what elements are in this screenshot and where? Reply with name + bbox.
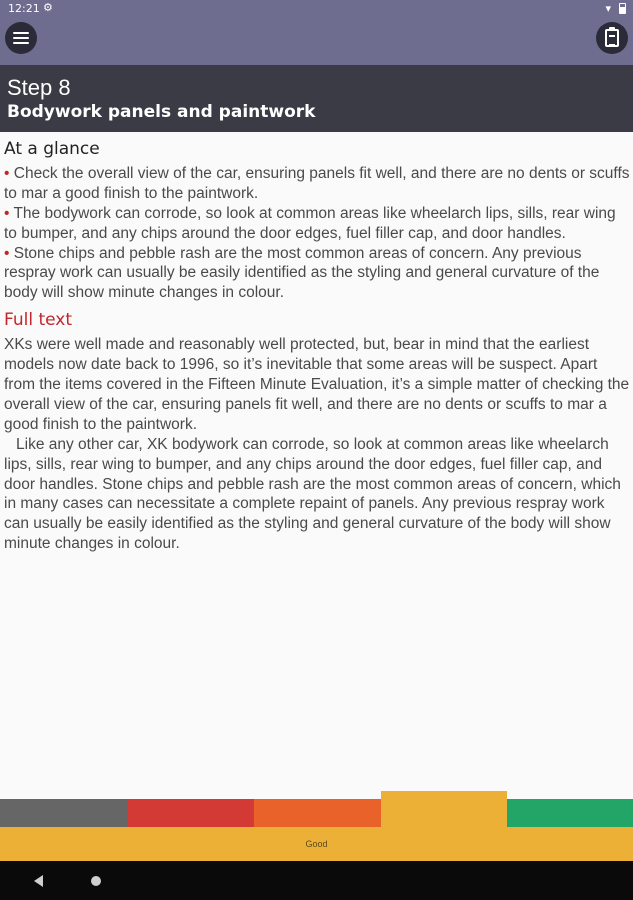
step-title: Bodywork panels and paintwork (7, 102, 316, 122)
status-bar (0, 0, 633, 18)
app-bar (0, 18, 633, 65)
status-time: 12:21 (8, 2, 40, 15)
rating-label-bar (0, 827, 633, 861)
rating-label: Good (305, 839, 328, 849)
rating-segment-3[interactable] (254, 799, 381, 827)
content-area[interactable] (4, 140, 631, 554)
menu-button[interactable] (5, 22, 37, 54)
rating-segment-2[interactable] (127, 799, 254, 827)
home-icon[interactable] (91, 876, 101, 886)
glance-bullet (4, 164, 631, 204)
glance-bullet (4, 204, 631, 244)
bullet-dot: • (4, 204, 10, 222)
glance-bullet-text: Check the overall view of the car, ensuring panels fit well, and there are no dents or scuffs to mar a good finish to the paintwork. (4, 164, 630, 202)
glance-bullet-text: The bodywork can corrode, so look at common areas like wheelarch lips, sills, rear wing to bumper, and any chips around the door edges, fuel filler cap, and door handles. (4, 204, 616, 242)
rating-segment-1[interactable] (0, 799, 127, 827)
condition-rating (0, 791, 633, 861)
glance-bullet (4, 244, 631, 304)
settings-gear-icon: ⚙ (43, 1, 53, 14)
full-text-heading: Full text (4, 310, 73, 331)
system-nav-bar (0, 861, 633, 900)
full-text-paragraph: XKs were well made and reasonably well protected, but, bear in mind that the earliest models now date back to 1996, so it’s inevitable that some areas will be suspect. Apart from the items covered in the Fifteen Minute Evaluation, it’s a simple matter of checking the overall view of the car, ensuring panels fit well, and there are no dents or scuffs to mar a good finish to the paintwork. (4, 336, 630, 433)
step-number: Step 8 (7, 75, 71, 100)
rating-segment-5[interactable] (507, 799, 633, 827)
bullet-dot: • (4, 244, 10, 262)
checklist-button[interactable] (596, 22, 628, 54)
hamburger-icon (13, 32, 29, 44)
battery-icon (619, 3, 626, 14)
bullet-dot: • (4, 164, 10, 182)
rating-segment-4-selected[interactable] (381, 791, 507, 827)
step-header (0, 65, 633, 132)
wifi-icon: ▾ (605, 2, 611, 15)
full-text-paragraph: Like any other car, XK bodywork can corrode, so look at common areas like wheelarch lips, sills, rear wing to bumper, and any chips around the door edges, fuel filler cap, and door handles. Stone chips and pebble rash are the most common areas of concern, which in many cases can necessitate a complete repaint of panels. Any previous respray work can usually be easily identified as the styling and general curvature of the body will show minute changes in colour. (4, 435, 621, 553)
glance-bullet-text: Stone chips and pebble rash are the most common areas of concern. Any previous respray work can usually be easily identified as the styling and general curvature of the body will show minute changes in colour. (4, 244, 600, 302)
back-icon[interactable] (34, 875, 43, 887)
clipboard-icon (605, 29, 619, 47)
at-a-glance-heading: At a glance (4, 139, 100, 159)
